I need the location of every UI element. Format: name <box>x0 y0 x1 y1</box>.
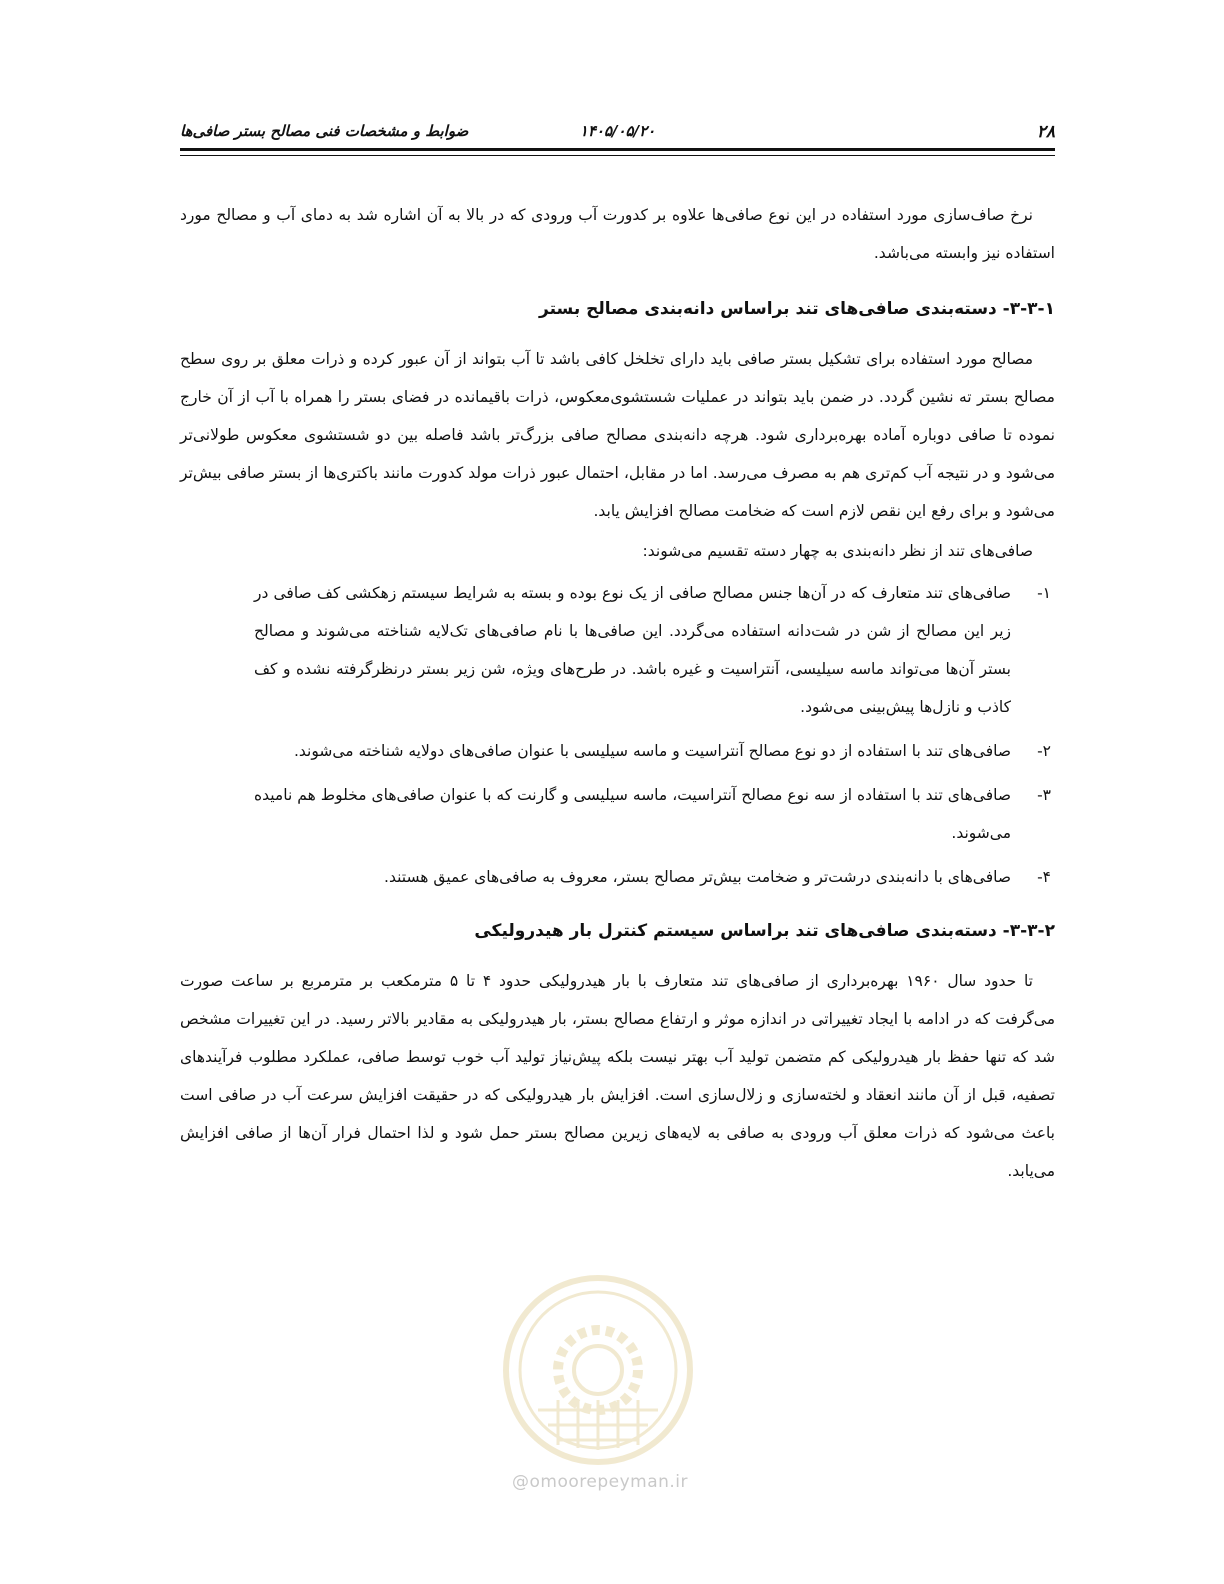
section-2-paragraph: تا حدود سال ۱۹۶۰ بهره‌برداری از صافی‌های تند متعارف با بار هیدرولیکی حدود ۴ تا ۵ مترمکعب بر مترمربع بر ساعت صورت می‌گرفت که در ادامه با ایجاد تغییراتی در اندازه موثر و ارتفاع مصالح بستر، بار هیدرولیکی به مقادیر بالاتر رسید. در این تغییرات مشخص شد که تنها حفظ بار هیدرولیکی کم متضمن تولید آب بهتر نیست بلکه پیش‌نیاز تولید آب خوب توسط صافی، عملکرد مطلوب فرآیندهای تصفیه، قبل از آن مانند انعقاد و لخته‌سازی و زلال‌سازی است. افزایش بار هیدرولیکی که در حقیقت افزایش سرعت آب در صافی است باعث می‌شود که ذرات معلق آب ورودی به صافی به لایه‌های زیرین مصالح بستر حمل شود و لذا احتمال فرار آن‌ها از صافی افزایش می‌یابد. <box>180 972 1055 1180</box>
watermark-url: @omoorepeyman.ir <box>511 1472 689 1492</box>
list-intro: صافی‌های تند از نظر دانه‌بندی به چهار دسته تقسیم می‌شوند: <box>642 542 1033 560</box>
header-rule-thin <box>180 155 1055 156</box>
list-item <box>180 574 1055 726</box>
list-item-number: ۲- <box>1037 742 1051 760</box>
list-item-text: صافی‌های تند متعارف که در آن‌ها جنس مصالح صافی از یک نوع بوده و بسته به شرایط سیستم زهکشی کف صافی در زیر این مصالح از شن در شت‌دانه استفاده می‌گردد. این صافی‌ها با نام صافی‌های تک‌لایه شناخته می‌شوند و مصالح بستر آن‌ها می‌تواند ماسه سیلیسی، آنتراسیت و غیره باشد. در طرح‌های ویژه، شن زیر بستر درنظرگرفته نشده و کف کاذب و نازل‌ها پیش‌بینی می‌شود. <box>254 584 1011 716</box>
header-title: ضوابط و مشخصات فنی مصالح بستر صافی‌ها <box>180 122 469 140</box>
section-heading-2: ۳-۳-۲- دسته‌بندی صافی‌های تند براساس سیستم کنترل بار هیدرولیکی <box>474 921 1055 941</box>
list-item <box>180 732 1055 770</box>
watermark-seal-icon <box>498 1270 698 1470</box>
list-item-text: صافی‌های تند با استفاده از سه نوع مصالح آنتراسیت، ماسه سیلیسی و گارنت که با عنوان صافی‌های مخلوط هم نامیده می‌شوند. <box>254 786 1011 842</box>
list-item-number: ۱- <box>1037 584 1051 602</box>
header-date: ۱۴۰۵/۰۵/۲۰ <box>579 122 656 140</box>
list-item <box>180 776 1055 852</box>
list-item-text: صافی‌های تند با استفاده از دو نوع مصالح آنتراسیت و ماسه سیلیسی با عنوان صافی‌های دولایه شناخته می‌شوند. <box>293 742 1011 760</box>
page-content <box>180 196 1055 1210</box>
list-item-number: ۴- <box>1037 868 1051 886</box>
classification-list <box>180 574 1055 896</box>
list-item-number: ۳- <box>1037 786 1051 804</box>
list-item <box>180 858 1055 896</box>
list-item-text: صافی‌های با دانه‌بندی درشت‌تر و ضخامت بیش‌تر مصالح بستر، معروف به صافی‌های عمیق هستند. <box>384 868 1011 886</box>
page-header <box>180 118 1055 148</box>
page-number: ۲۸ <box>1036 122 1055 142</box>
intro-paragraph: نرخ صاف‌سازی مورد استفاده در این نوع صافی‌ها علاوه بر کدورت آب ورودی که در بالا به آن اشاره شد به دمای آب و مصالح مورد استفاده نیز وابسته می‌باشد. <box>180 206 1055 262</box>
section-heading-1: ۳-۳-۱- دسته‌بندی صافی‌های تند براساس دانه‌بندی مصالح بستر <box>539 299 1055 319</box>
section-1-paragraph: مصالح مورد استفاده برای تشکیل بستر صافی باید دارای تخلخل کافی باشد تا آب بتواند از آن عبور کرده و ذرات معلق بر روی سطح مصالح بستر ته نشین گردد. در ضمن باید بتواند در عملیات شستشوی‌معکوس، ذرات باقیمانده در فضای بستر را همراه با آب از آن خارج نموده تا صافی دوباره آماده بهره‌برداری شود. هرچه دانه‌بندی مصالح صافی بزرگ‌تر باشد فاصله بین دو شستشوی معکوس طولانی‌تر می‌شود و در نتیجه آب کم‌تری هم به مصرف می‌رسد. اما در مقابل، احتمال عبور ذرات مولد کدورت مانند باکتری‌ها از بستر صافی بیش‌تر می‌شود و برای رفع این نقص لازم است که ضخامت مصالح افزایش یابد. <box>180 350 1055 520</box>
header-rule-thick <box>180 148 1055 151</box>
